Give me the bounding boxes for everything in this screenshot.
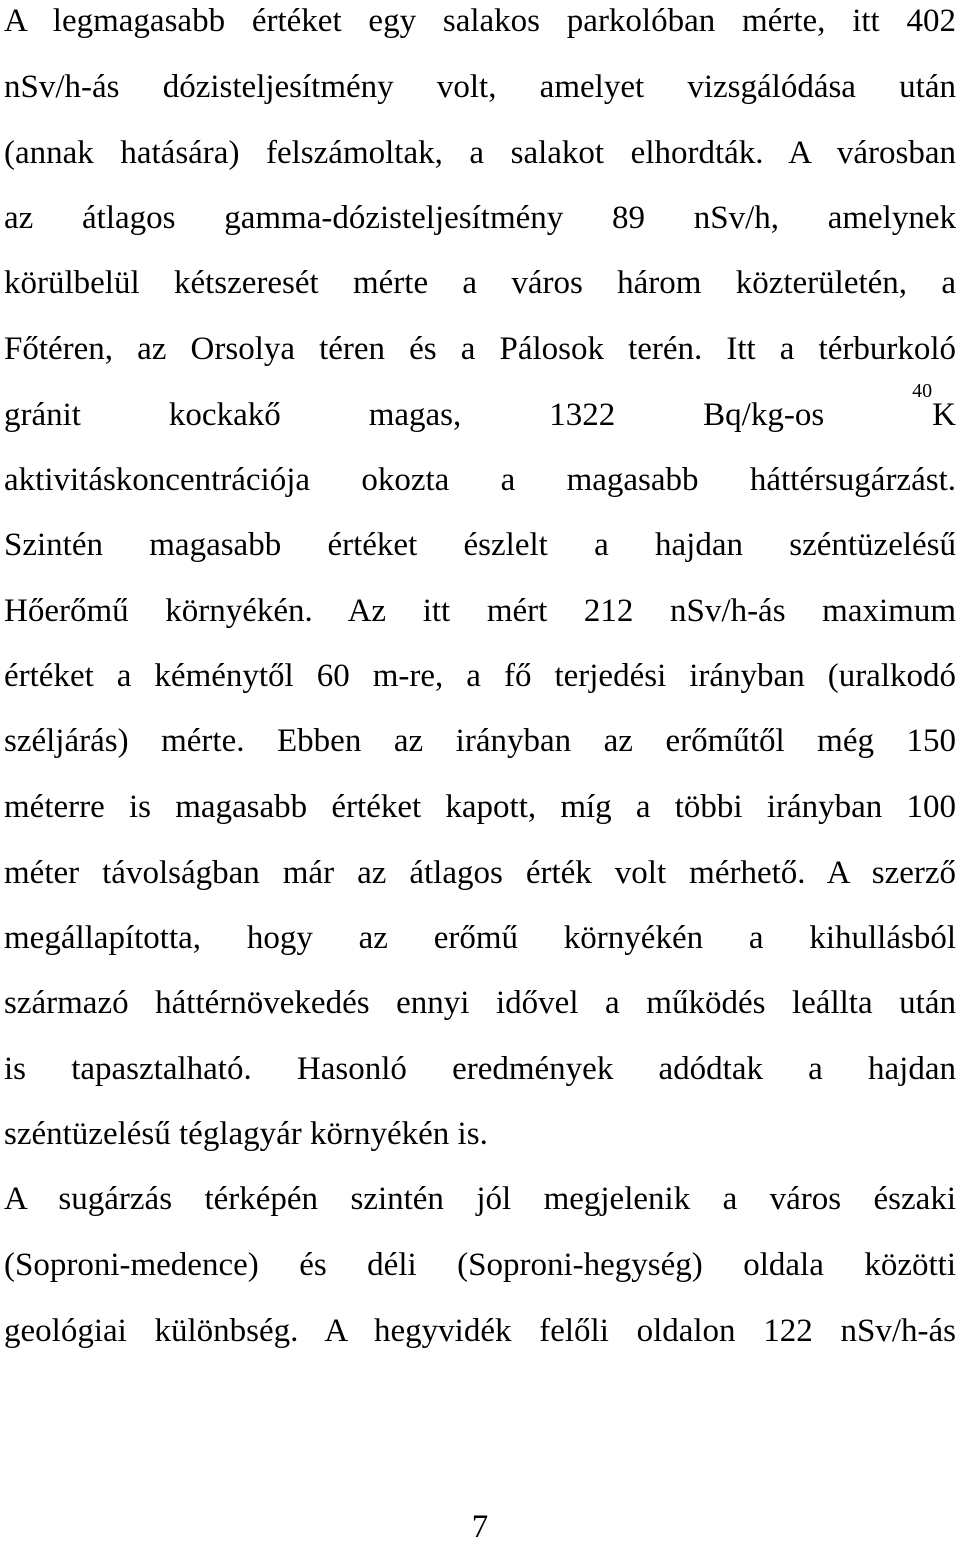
isotope-mass-number: 40 [912,380,933,402]
paragraph-1-line-3: (annak hatására) felszámoltak, a salakot elhordták. A városban [4,135,956,171]
paragraph-1-line-12: széljárás) mérte. Ebben az irányban az erőműtől még 150 [4,723,956,759]
paragraph-2-line-3: geológiai különbség. A hegyvidék felőli oldalon 122 nSv/h-ás [4,1313,956,1349]
paragraph-1-line-8: aktivitáskoncentrációja okozta a magasabb háttérsugárzást. [4,462,956,498]
paragraph-1-line-16: származó háttérnövekedés ennyi idővel a működés leállta után [4,985,956,1021]
paragraph-1-line-5: körülbelül kétszeresét mérte a város három közterületén, a [4,265,956,301]
paragraph-2-line-1: A sugárzás térképén szintén jól megjelenik a város északi [4,1181,956,1217]
paragraph-1-line-7 [4,380,956,435]
page-number: 7 [471,1509,489,1545]
line-7-text: gránit kockakő magas, 1322 Bq/kg-os [4,397,825,433]
isotope-label [912,380,956,433]
paragraph-1-line-14: méter távolságban már az átlagos érték volt mérhető. A szerző [4,855,956,891]
paragraph-1-line-13: méterre is magasabb értéket kapott, míg a többi irányban 100 [4,789,956,825]
paragraph-1-line-10: Hőerőmű környékén. Az itt mért 212 nSv/h-ás maximum [4,593,956,629]
paragraph-1-line-4: az átlagos gamma-dózisteljesítmény 89 nSv/h, amelynek [4,200,956,236]
paragraph-1-line-15: megállapította, hogy az erőmű környékén a kihullásból [4,920,956,956]
paragraph-1-line-2: nSv/h-ás dózisteljesítmény volt, amelyet vizsgálódása után [4,69,956,105]
paragraph-1-line-17: is tapasztalható. Hasonló eredmények adódtak a hajdan [4,1051,956,1087]
paragraph-1-line-9: Szintén magasabb értéket észlelt a hajdan széntüzelésű [4,527,956,563]
paragraph-1-line-18: széntüzelésű téglagyár környékén is. [4,1116,488,1152]
paragraph-1-line-11: értéket a kéménytől 60 m-re, a fő terjedési irányban (uralkodó [4,658,956,694]
paragraph-2-line-2: (Soproni-medence) és déli (Soproni-hegység) oldala közötti [4,1247,956,1283]
paragraph-1-line-6: Főtéren, az Orsolya téren és a Pálosok terén. Itt a térburkoló [4,331,956,367]
paragraph-1-line-1: A legmagasabb értéket egy salakos parkolóban mérte, itt 402 [4,3,956,39]
isotope-symbol: K [932,397,956,433]
